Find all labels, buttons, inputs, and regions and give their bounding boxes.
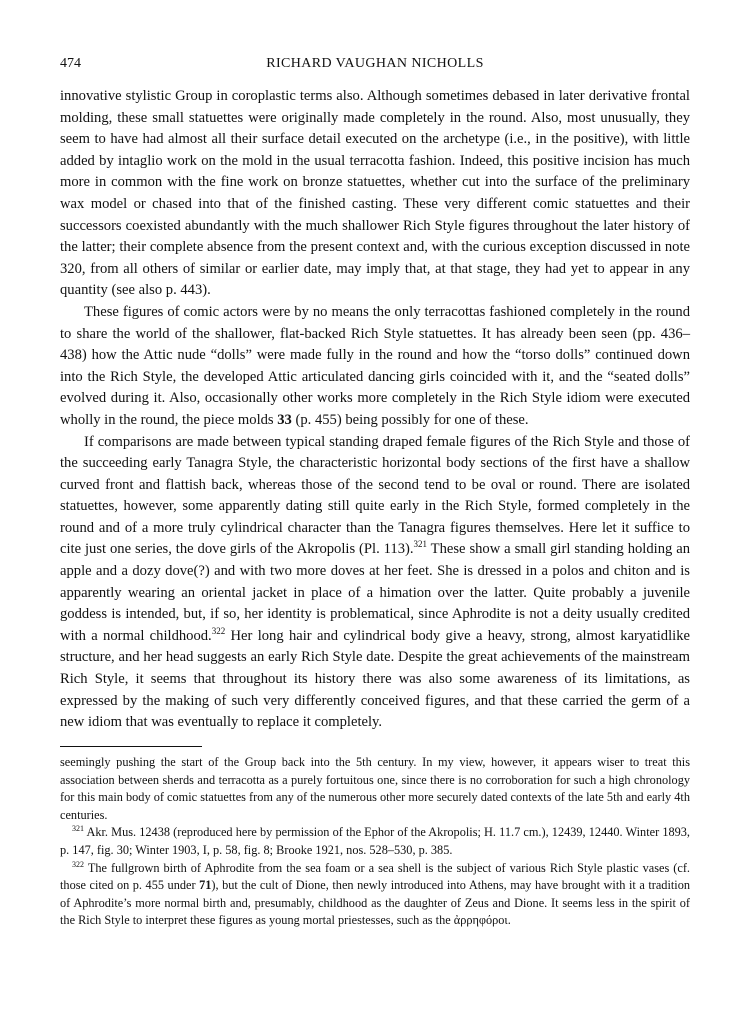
body-text — [60, 86, 690, 734]
page-header — [60, 56, 690, 76]
footnote-322 — [60, 860, 690, 930]
paragraph-3-text-b: These show a small girl standing holding an apple and a dozy dove(?) and with two more doves at her feet. She is dressed in a polos and chiton and is apparently wearing an oriental jacket in place of a himation over the latter. Quite probably a juvenile goddess is intended, but, if so, her identity is problematical, since Aphrodite is not a deity usually credited with a normal childhood. — [60, 541, 690, 644]
paragraph-3-text-a: If comparisons are made between typical standing draped female figures of the Rich Style and those of the succeeding early Tanagra Style, the characteristic horizontal body sections of the first have a shallow curved front and flattish back, whereas those of the second tend to be oval or round. There are isolated statuettes, however, some apparently dating still quite early in the Rich Style, formed completely in the round and of a more truly cylindrical character than the Tanagra figures themselves. Here let it suffice to cite just one series, the dove girls of the Akropolis (Pl. 113). — [60, 433, 690, 558]
catalogue-number: 71 — [199, 878, 212, 893]
footnotes — [60, 754, 690, 930]
paragraph-1: innovative stylistic Group in coroplastic terms also. Although sometimes debased in later derivative frontal molding, these small statuettes were originally made completely in the round. Also, most unusually, they seem to have had almost all their surface detail executed on the archetype (i.e., in the positive), with little added by intaglio work on the mold in the usual terracotta fashion. Indeed, this positive incision has much more in common with the fine work on bronze statuettes, whether cut into the surface of the preliminary wax model or chased into that of the finished casting. These very different comic statuettes and their successors coexisted abundantly with the much shallower Rich Style figures throughout the later history of the latter; their complete absence from the present context and, with the curious exception discussed in note 320, from all others of similar or earlier date, may imply that, at that stage, they had yet to appear in any quantity (see also p. 443). — [60, 88, 690, 299]
running-head: RICHARD VAUGHAN NICHOLLS — [266, 56, 484, 71]
page-number: 474 — [60, 56, 81, 71]
footnote-322-text-b: ), but the cult of Dione, then newly introduced into Athens, may have brought with it a tradition of Aphrodite’s more normal birth and, presumably, childhood as the daughter of Zeus and Dione. It seems less in the spirit of the Rich Style to interpret these figures as young mortal priestesses, such as the ἀρρηφόροι. — [60, 878, 690, 928]
footnote-continued: seemingly pushing the start of the Group back into the 5th century. In my view, however, it appears wiser to treat this association between sherds and terracotta as a purely fortuitous one, since there is no corroboration for such a high chronology for this main body of comic statuettes from any of the numerous other more securely dated contexts of the late 5th and early 4th centuries. — [60, 755, 690, 822]
footnote-321 — [60, 824, 690, 859]
footnote-322-text-a: The fullgrown birth of Aphrodite from the sea foam or a sea shell is the subject of various Rich Style plastic vases (cf. those cited on p. 455 under — [60, 860, 690, 893]
paragraph-3-text-c: Her long hair and cylindrical body give a heavy, strong, almost karyatidlike structure, and her head suggests an early Rich Style date. Despite the great achievements of the mainstream Rich Style, it seems that throughout its history there was also some awareness of its limitations, as expressed by the making of such very differently conceived figures, and that these carried the germ of a new idiom that was eventually to replace it completely. — [60, 627, 690, 731]
piece-mold-number: 33 — [277, 411, 292, 428]
paragraph-2 — [60, 302, 690, 432]
paragraph-3 — [60, 432, 690, 734]
footnote-ref-322[interactable]: 322 — [211, 625, 226, 636]
paragraph-2-text-a: These figures of comic actors were by no means the only terracottas fashioned completely in the round to share the world of the shallower, flat-backed Rich Style statuettes. It has already been seen (pp. 436–438) how the Attic nude “dolls” were made fully in the round and how the “torso dolls” continued down into the Rich Style, the developed Attic articulated dancing girls coincided with it, and the “seated dolls” evolved during it. Also, occasionally other works more completely in the Rich Style idiom were executed wholly in the round, the piece molds — [60, 303, 690, 428]
footnote-rule — [60, 746, 202, 747]
footnote-number-321: 321 — [72, 824, 84, 834]
footnote-number-322: 322 — [72, 859, 84, 869]
footnote-ref-321[interactable]: 321 — [413, 539, 428, 550]
footnote-321-text: Akr. Mus. 12438 (reproduced here by permission of the Ephor of the Akropolis; H. 11.7 cm.), 12439, 12440. Winter 1893, p. 147, fig. 30; Winter 1903, I, p. 58, fig. 8; Brooke 1921, nos. 528–530, p. 385. — [60, 825, 690, 857]
paragraph-2-text-b: (p. 455) being possibly for one of these. — [291, 411, 529, 428]
